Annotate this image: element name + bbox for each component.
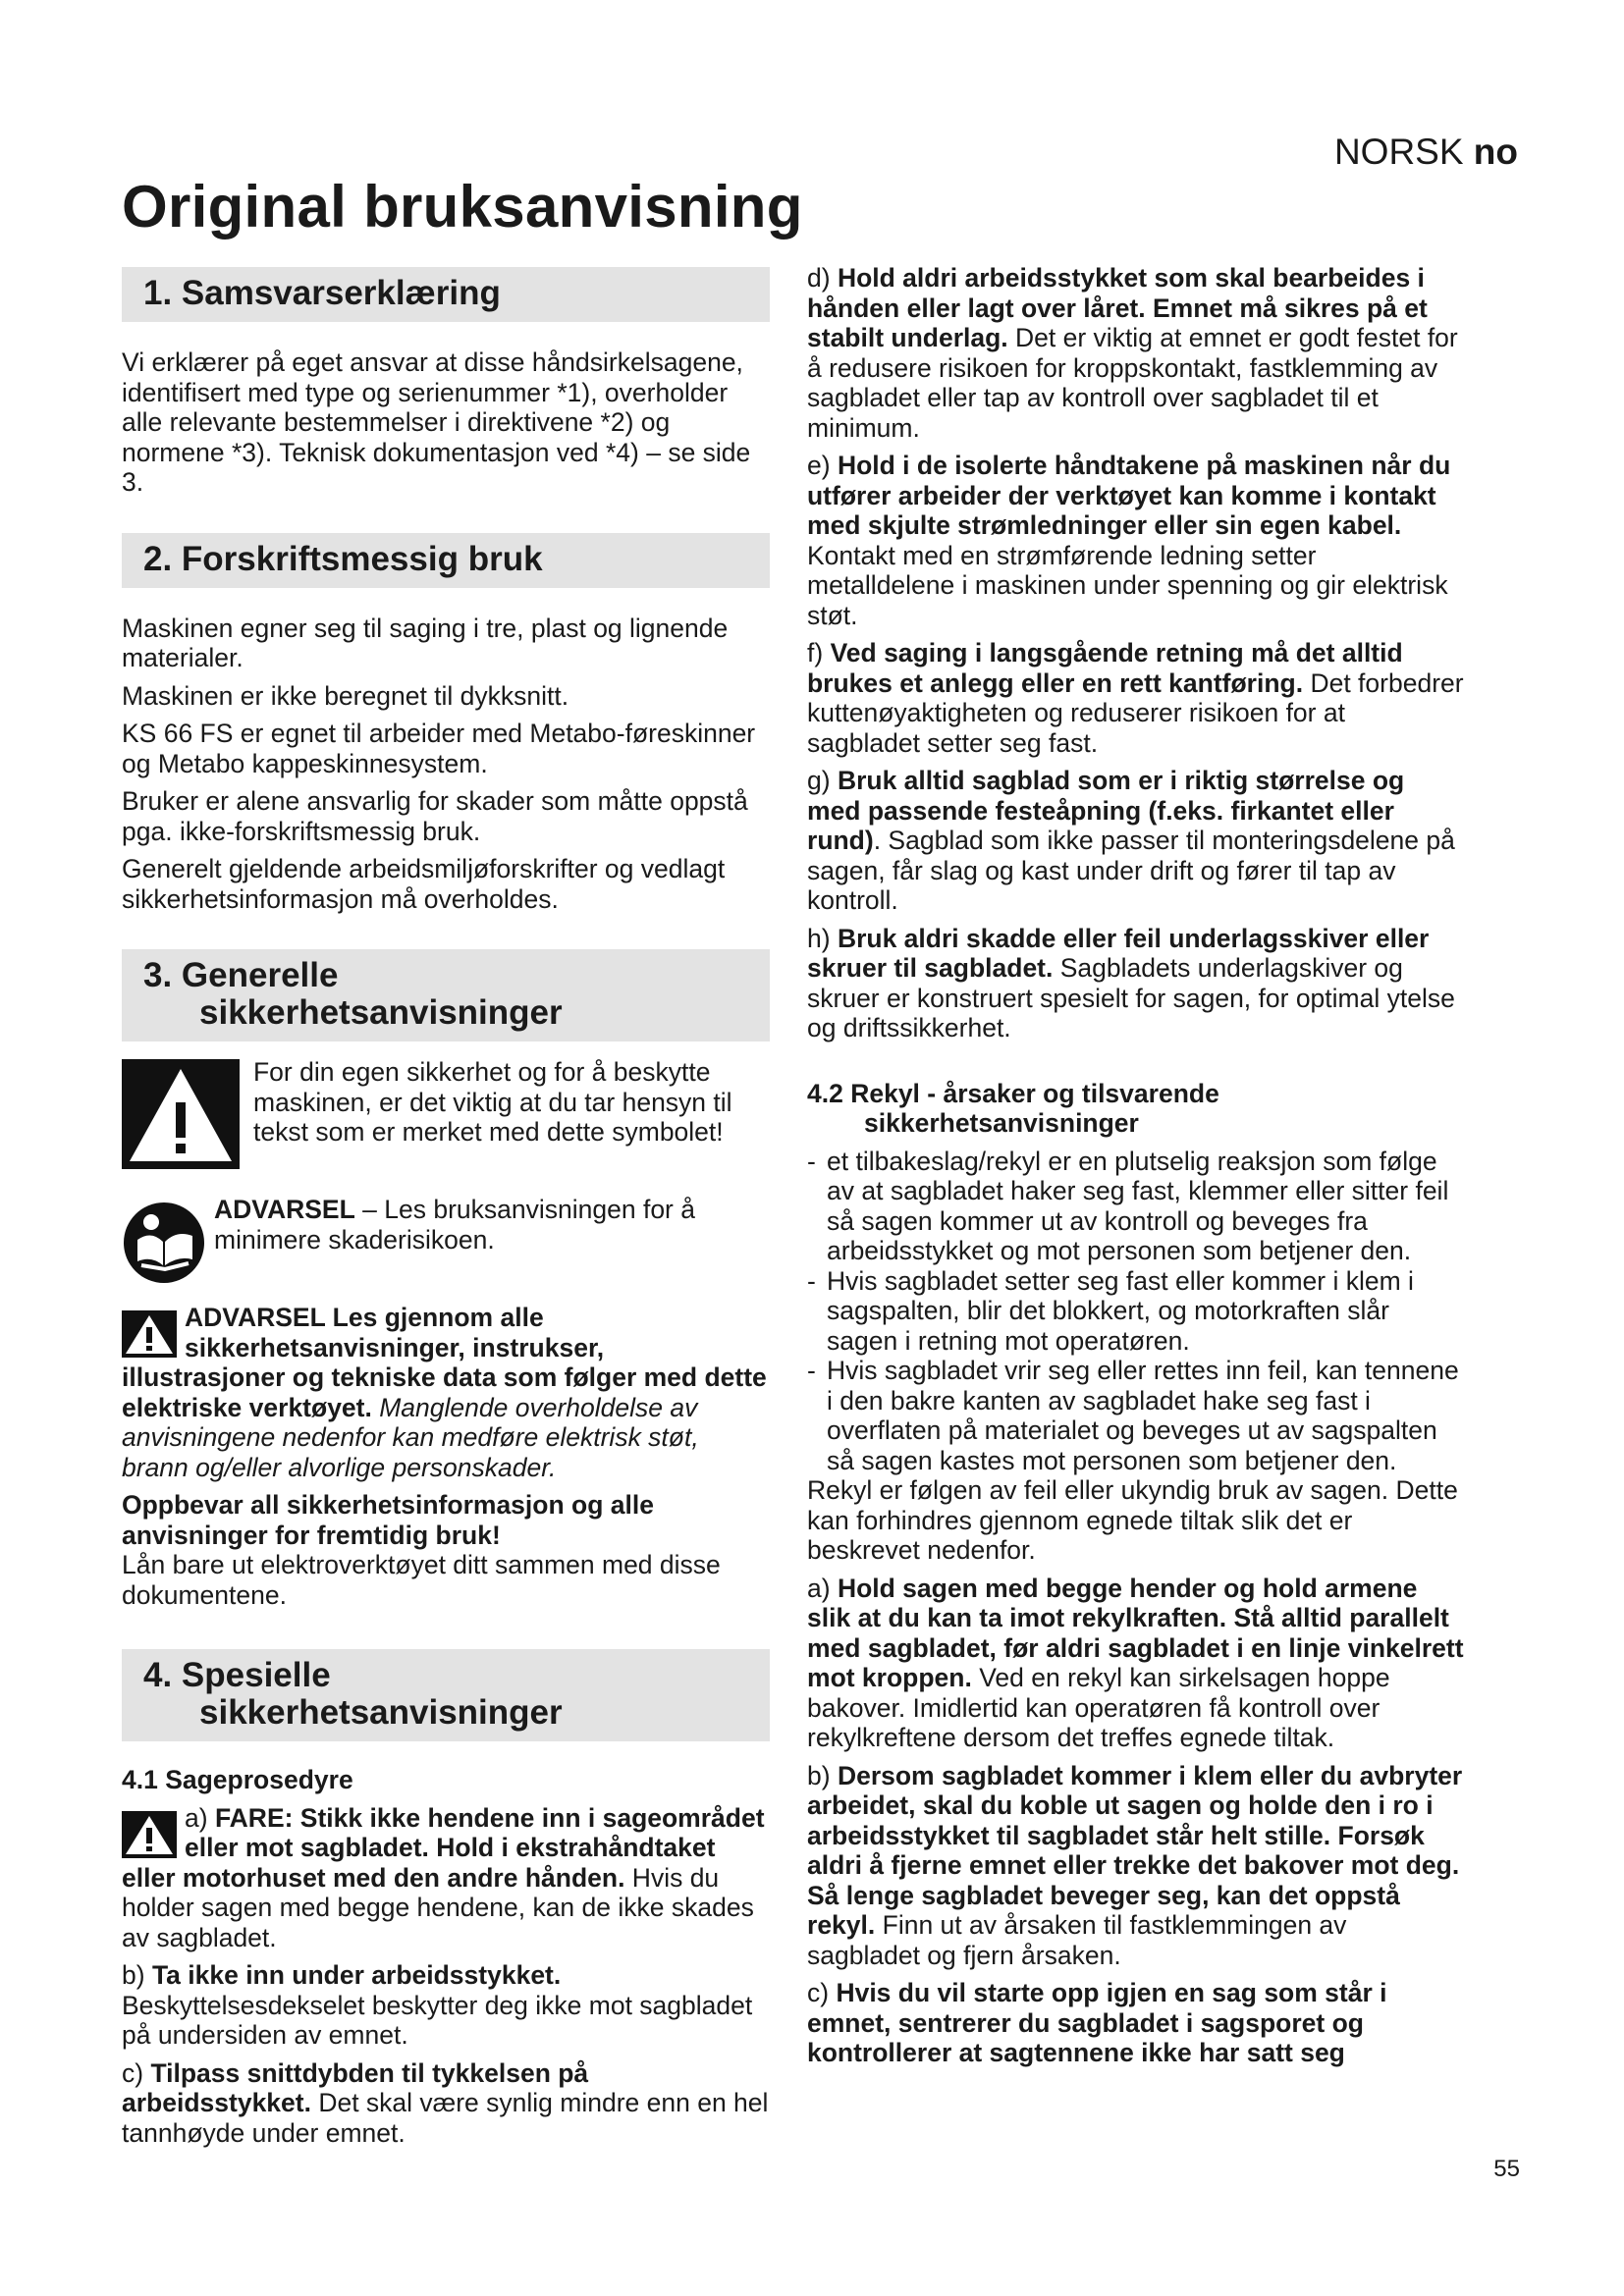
- item-4-1-c-bold: Tilpass snittdybden til tykkelsen på arbeidsstykket.: [122, 2057, 589, 2117]
- item-4-1-b: [122, 1960, 770, 2051]
- item-4-1-b-bold: Ta ikke inn under arbeidsstykket.: [151, 1960, 562, 1990]
- section-1-heading: 1. Samsvarserklæring: [122, 267, 770, 322]
- item-4-1-f-rest: Det forbedrer kuttenøyaktigheten og reduserer risikoen for at sagbladet setter seg fast.: [807, 667, 1464, 758]
- language-label: [1334, 132, 1518, 173]
- item-4-2-a-prefix: a): [807, 1573, 838, 1603]
- item-4-1-a-prefix: a): [185, 1802, 215, 1833]
- symbol-note-text: For din egen sikkerhet og for å beskytte maskinen, er det viktig at du tar hensyn til tekst som er merket med dette symbolet!: [253, 1057, 732, 1147]
- item-4-1-b-prefix: b): [122, 1960, 152, 1990]
- item-4-1-c: [122, 2058, 770, 2149]
- item-4-1-h-bold: Bruk aldri skadde eller feil underlagsskiver eller skruer til sagbladet.: [807, 923, 1430, 983]
- section-3-heading: [122, 949, 770, 1041]
- item-4-1-d: [807, 263, 1465, 443]
- item-4-1-g-bold: Bruk alltid sagblad som er i riktig størrelse og med passende festeåpning (f.eks. firkantet eller rund): [807, 766, 1405, 855]
- page-number: 55: [1493, 2156, 1520, 2182]
- item-4-1-g: [807, 766, 1465, 916]
- item-4-2-b-bold: Dersom sagbladet kommer i klem eller du avbryter arbeidet, skal du koble ut sagen og holde den i ro i arbeidsstykket til sagbladet står helt stille. Forsøk aldri å fjerne emnet eller trekke det bakover mot deg. Så lenge sagbladet beveger seg, kan det oppstå rekyl.: [807, 1760, 1463, 1940]
- section-2-p5: Generelt gjeldende arbeidsmiljøforskrifter og vedlagt sikkerhetsinformasjon må overholdes.: [122, 854, 726, 914]
- item-4-2-a: [807, 1574, 1465, 1753]
- subsection-4-2-heading-line1: 4.2 Rekyl - årsaker og tilsvarende: [807, 1078, 1219, 1108]
- item-4-1-e-prefix: e): [807, 451, 838, 480]
- warning-triangle-icon: [122, 1059, 240, 1169]
- item-4-1-c-rest: Det skal være synlig mindre enn en hel tannhøyde under emnet.: [122, 2088, 769, 2148]
- section-2-p1: Maskinen egner seg til saging i tre, plast og lignende materialer.: [122, 613, 729, 672]
- read-manual-icon: [122, 1201, 206, 1285]
- item-4-1-h-rest: Sagbladets underlagskiver og skruer er konstruert spesielt for sagen, for optimal ytelse og driftssikkerhet.: [807, 953, 1455, 1042]
- advarsel-read-manual-rest: – Les bruksanvisningen for å minimere skaderisikoen.: [214, 1195, 695, 1255]
- item-4-1-b-rest: Beskyttelsesdekselet beskytter deg ikke mot sagbladet på undersiden av emnet.: [122, 1990, 753, 2050]
- kickback-summary: Rekyl er følgen av feil eller ukyndig bruk av sagen. Dette kan forhindres gjennom egnede tiltak slik det er beskrevet nedenfor.: [807, 1475, 1458, 1565]
- advarsel-read-all: [122, 1303, 770, 1482]
- item-4-2-a-bold: Hold sagen med begge hender og hold armene slik at du kan ta imot rekylkraften. Stå alltid parallelt med sagbladet, før aldri sagbladet i en linje vinkelrett mot kroppen.: [807, 1573, 1464, 1692]
- item-4-1-f-bold: Ved saging i langsgående retning må det alltid brukes et anlegg eller en rett kantføring.: [807, 638, 1403, 698]
- item-4-1-e-bold: Hold i de isolerte håndtakene på maskinen når du utfører arbeider der verktøyet kan komme i kontakt med skjulte strømledninger eller sin egen kabel.: [807, 451, 1451, 540]
- item-4-2-a-rest: Ved en rekyl kan sirkelsagen hoppe bakover. Imidlertid kan operatøren få kontroll over rekylkreftene dersom det treffes egnede tiltak.: [807, 1663, 1390, 1752]
- item-4-1-f: [807, 638, 1465, 758]
- kickback-causes-list: [807, 1147, 1465, 1476]
- item-4-1-g-prefix: g): [807, 766, 838, 795]
- item-4-1-a: [122, 1803, 770, 1953]
- subsection-4-2-heading-line2: sikkerhetsanvisninger: [864, 1108, 1139, 1138]
- item-4-1-d-bold: Hold aldri arbeidsstykket som skal bearbeides i hånden eller lagt over låret. Emnet må sikres på et stabilt underlag.: [807, 263, 1428, 352]
- section-1-text: Vi erklærer på eget ansvar at disse håndsirkelsagene, identifisert med type og serienummer *1), overholder alle relevante bestemmelser i direktivene *2) og normene *3). Teknisk dokumentasjon ved *4) – se side 3.: [122, 347, 751, 497]
- advarsel-read-manual: [214, 1195, 770, 1255]
- list-item: - et tilbakeslag/rekyl er en plutselig reaksjon som følge av at sagbladet haker seg fast, klemmer eller sitter feil så sagen kommer ut av kontroll og beveges fra arbeidsstykket og mot personen som betjener den.: [807, 1147, 1465, 1266]
- item-4-2-c-bold: Hvis du vil starte opp igjen en sag som står i emnet, sentrerer du sagbladet i sagsporet og kontrollerer at sagtennene ikke har satt seg: [807, 1978, 1387, 2067]
- list-item: - Hvis sagbladet vrir seg eller rettes inn feil, kan tennene i den bakre kanten av sagbladet hake seg fast i overflaten på materialet og beveges ut av sagspalten så sagen kastes mot personen som betjener den.: [807, 1356, 1465, 1475]
- item-4-1-a-rest: Hvis du holder sagen med begge hendene, kan de ikke skades av sagbladet.: [122, 1862, 754, 1952]
- advarsel-read-all-bold: ADVARSEL Les gjennom alle sikkerhetsanvisninger, instrukser, illustrasjoner og tekniske data som følger med dette elektriske verktøyet.: [122, 1303, 767, 1422]
- section-4-heading-line2: sikkerhetsanvisninger: [199, 1693, 563, 1732]
- warning-symbol-note: [122, 1057, 770, 1169]
- section-3-heading-line2: sikkerhetsanvisninger: [199, 993, 563, 1032]
- advarsel-read-all-italic: Manglende overholdelse av anvisningene nedenfor kan medføre elektrisk støt, brann og/eller alvorlige personskader.: [122, 1392, 699, 1482]
- section-2-heading: 2. Forskriftsmessig bruk: [122, 533, 770, 588]
- item-4-2-c: [807, 1978, 1465, 2068]
- keep-instructions: [122, 1490, 770, 1550]
- item-4-1-e-rest: Kontakt med en strømførende ledning setter metalldelene i maskinen under spenning og gir elektrisk støt.: [807, 540, 1448, 630]
- language-name: NORSK: [1333, 132, 1464, 172]
- section-2-p2: Maskinen er ikke beregnet til dykksnitt.: [122, 680, 569, 711]
- item-4-2-c-prefix: c): [807, 1978, 837, 2007]
- item-4-2-b: [807, 1761, 1465, 1971]
- item-4-1-f-prefix: f): [807, 638, 831, 667]
- warning-triangle-small-icon: [122, 1811, 177, 1858]
- advarsel-label: ADVARSEL: [214, 1195, 355, 1224]
- section-2-p3: KS 66 FS er egnet til arbeider med Metabo-føreskinner og Metabo kappeskinnesystem.: [122, 719, 756, 778]
- subsection-4-1-heading: 4.1 Sageprosedyre: [122, 1765, 353, 1794]
- item-4-1-g-rest: . Sagblad som ikke passer til monteringsdelene på sagen, får slag og kast under drift og fører til tap av kontroll.: [807, 826, 1455, 915]
- item-4-1-d-rest: Det er viktig at emnet er godt festet for å redusere risikoen for kroppskontakt, fastklemming av sagbladet eller tap av kontroll over sagbladet til et minimum.: [807, 323, 1458, 443]
- read-manual-note: [122, 1195, 770, 1285]
- item-4-1-a-bold: FARE: Stikk ikke hendene inn i sageområdet eller mot sagbladet. Hold i ekstrahåndtaket eller motorhuset med den andre hånden.: [122, 1802, 765, 1893]
- item-4-2-b-prefix: b): [807, 1760, 838, 1790]
- right-column: [807, 263, 1465, 2068]
- item-4-1-c-prefix: c): [122, 2057, 151, 2088]
- subsection-4-2-heading: [807, 1079, 1465, 1139]
- item-4-1-h-prefix: h): [807, 923, 838, 953]
- warning-triangle-small-icon: [122, 1310, 177, 1358]
- item-4-1-d-prefix: d): [807, 263, 838, 293]
- list-item: - Hvis sagbladet setter seg fast eller kommer i klem i sagspalten, blir det blokkert, og motorkraften slår sagen i retning mot operatøren.: [807, 1266, 1465, 1357]
- left-column: [122, 267, 770, 2148]
- lend-tool-note: Lån bare ut elektroverktøyet ditt sammen med disse dokumentene.: [122, 1550, 721, 1610]
- section-2-p4: Bruker er alene ansvarlig for skader som måtte oppstå pga. ikke-forskriftsmessig bruk.: [122, 786, 748, 846]
- item-4-1-e: [807, 451, 1465, 630]
- section-3-heading-line1: 3. Generelle: [143, 956, 339, 994]
- section-4-heading: [122, 1649, 770, 1741]
- page-title: Original bruksanvisning: [122, 174, 803, 240]
- item-4-2-b-rest: Finn ut av årsaken til fastklemmingen av sagbladet og fjern årsaken.: [807, 1910, 1347, 1970]
- section-4-heading-line1: 4. Spesielle: [143, 1656, 331, 1694]
- keep-instructions-bold: Oppbevar all sikkerhetsinformasjon og alle anvisninger for fremtidig bruk!: [122, 1490, 654, 1550]
- item-4-1-h: [807, 924, 1465, 1043]
- language-code: no: [1473, 132, 1518, 172]
